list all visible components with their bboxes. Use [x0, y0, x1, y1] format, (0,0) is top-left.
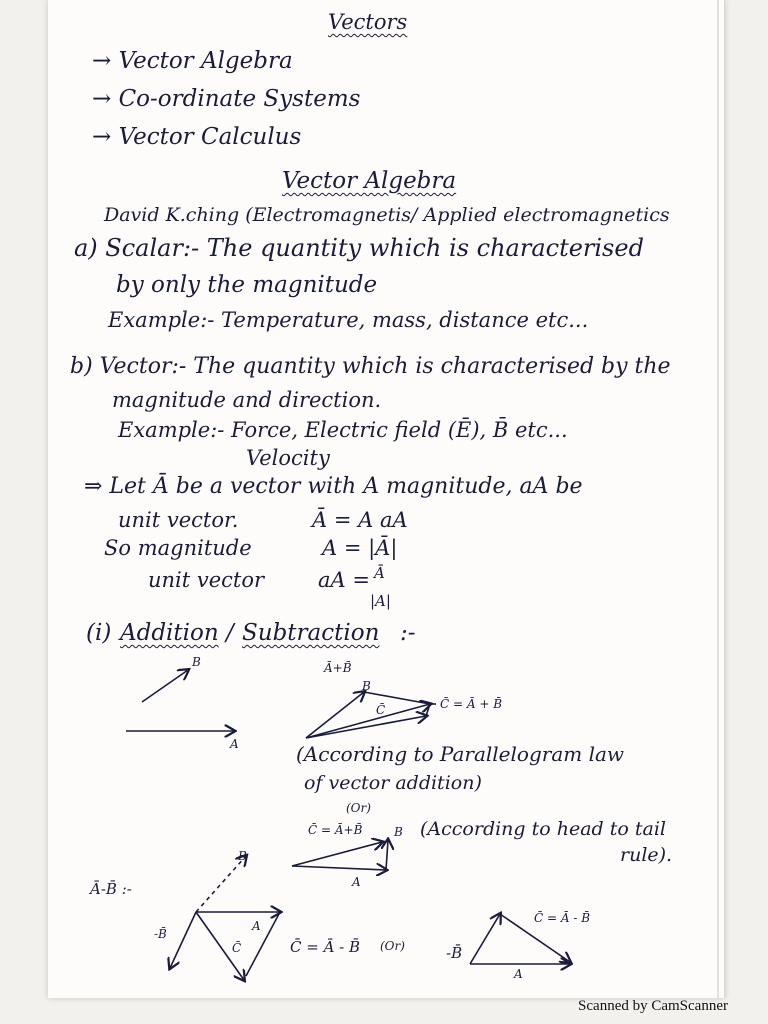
sub-label-b-dashed: B [238, 849, 247, 863]
sub-label-negb: -B̄ [154, 927, 167, 941]
vector-example-velocity: Velocity [246, 446, 330, 470]
unit-vector-label: unit vector. [118, 508, 239, 532]
parallelogram-right-edge [426, 704, 430, 716]
sub-equation: C̄ = Ā - B̄ [290, 938, 361, 956]
sub-label-a: A [252, 919, 261, 933]
unit-vector-formula-numerator: Ā [374, 564, 385, 582]
label-c-equation-2: C̄ = Ā+B̄ [308, 823, 363, 837]
sub-negb-arrow [170, 912, 196, 968]
addition-heading-slash: / [226, 620, 234, 646]
sub2-label-a: A [514, 967, 523, 981]
sub-label-c: C̄ [232, 941, 242, 955]
unit-vector-line1: ⇒ Let Ā be a vector with A magnitude, aA be [84, 474, 583, 499]
sub2-label-negb: -B̄ [446, 944, 463, 962]
vector-definition-line1: b) Vector:- The quantity which is characterised by the [70, 354, 671, 379]
label-b-parallelogram: B [362, 679, 371, 693]
unit-vector-formula-lhs: aA = [318, 568, 370, 592]
scanner-watermark: Scanned by CamScanner [578, 998, 728, 1014]
label-a: A [230, 737, 239, 751]
addition-heading: Addition [120, 620, 219, 646]
parallelogram-law-line2: of vector addition) [304, 772, 482, 794]
magnitude-equation: A = |Ā| [322, 536, 398, 560]
addition-heading-number: (i) [86, 620, 112, 646]
unit-vector-formula-label: unit vector [148, 568, 265, 592]
magnitude-label: So magnitude [104, 536, 252, 560]
section-title: Vector Algebra [282, 168, 457, 194]
page-title: Vectors [328, 10, 408, 34]
parallelogram-c-arrow [306, 704, 430, 738]
label-sum-top: Ā+B̄ [324, 661, 352, 675]
h2t-c-arrow [292, 842, 382, 866]
unit-vector-equation: Ā = A aA [312, 508, 408, 532]
vector-b-arrow [142, 670, 188, 702]
toc-item-vector-calculus: → Vector Calculus [92, 124, 302, 150]
label-b: B [192, 655, 201, 669]
label-b-h2t: B [394, 825, 403, 839]
h2t-b-arrow [386, 840, 388, 870]
parallelogram-law-line1: (According to Parallelogram law [296, 742, 625, 766]
subtraction-label: Ā-B̄ :- [90, 880, 132, 898]
sub-or-label: (Or) [380, 939, 405, 953]
label-a-h2t: A [352, 875, 361, 889]
heading-suffix: :- [400, 620, 416, 646]
sub2-label-c-equation: C̄ = Ā - B̄ [534, 911, 591, 925]
sub2-negb-arrow [470, 914, 500, 964]
parallelogram-a-arrow [306, 716, 426, 738]
reference-text: David K.ching (Electromagnetis/ Applied electromagnetics [104, 204, 670, 226]
or-label: (Or) [346, 801, 371, 815]
parallelogram-b-arrow [306, 692, 364, 738]
subtraction-heading: Subtraction [242, 620, 380, 646]
label-c-parallelogram: C̄ [376, 703, 386, 717]
scalar-definition-line1: a) Scalar:- The quantity which is characterised [74, 234, 644, 262]
label-c-equation: C̄ = Ā + B̄ [440, 697, 503, 711]
scalar-definition-line2: by only the magnitude [116, 272, 378, 298]
head-to-tail-line2: rule). [620, 844, 673, 866]
head-to-tail-line1: (According to head to tail [420, 818, 666, 840]
h2t-a-arrow [292, 866, 386, 870]
vector-definition-line2: magnitude and direction. [112, 388, 382, 412]
toc-item-vector-algebra: → Vector Algebra [92, 48, 293, 74]
scalar-example: Example:- Temperature, mass, distance etc... [108, 308, 589, 332]
vector-example: Example:- Force, Electric field (Ē), B̄ etc... [118, 418, 568, 442]
toc-item-coordinate-systems: → Co-ordinate Systems [92, 86, 361, 112]
unit-vector-formula-denominator: |A| [370, 592, 391, 610]
parallelogram-top-edge [364, 692, 430, 704]
sub-b-dashed-arrow [196, 856, 246, 912]
